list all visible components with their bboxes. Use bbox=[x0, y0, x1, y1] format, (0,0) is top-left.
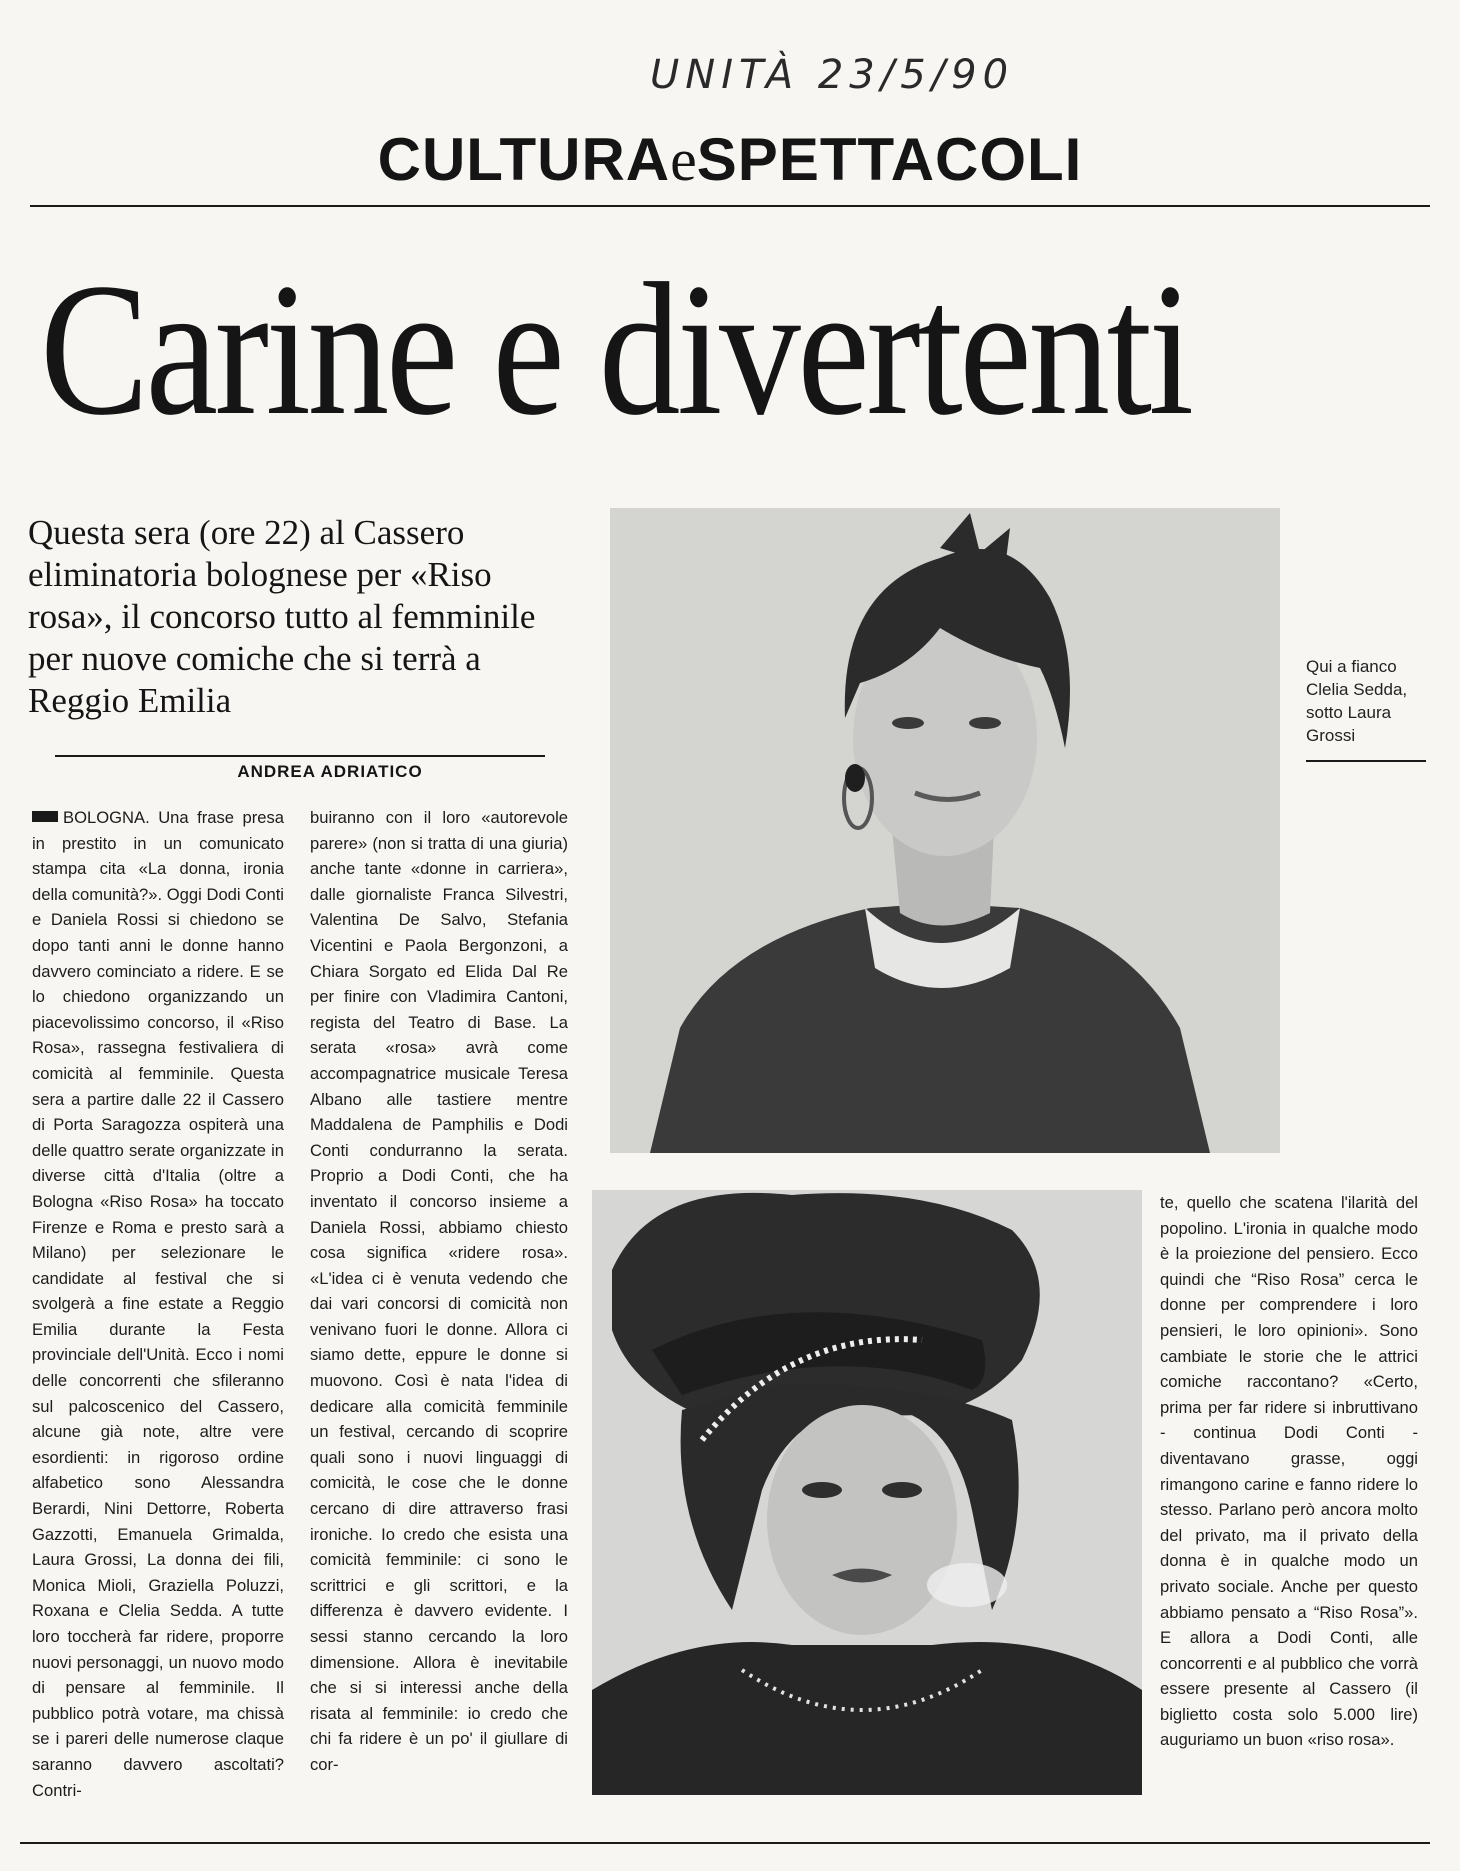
photo-clelia-sedda bbox=[610, 508, 1280, 1153]
body-column-3: te, quello che scatena l'ilarità del popolino. L'ironia in qualche modo è la proiezione del pensiero. Ecco quindi che “Riso Rosa” cerca le donne per comprendere i loro pensieri, le loro opinioni». Sono cambiate le storie che le attrici comiche raccontano? «Certo, prima per far ridere si inbruttivano - continua Dodi Conti - diventavano grasse, oggi rimangono carine e fanno ridere lo stesso. Parlano però ancora molto del privato, ma il privato della donna è in qualche modo un privato sociale. Anche per questo abbiamo pensato a “Riso Rosa”». E allora a Dodi Conti, alle concorrenti e al pubblico che vorrà essere presente al Cassero (il biglietto costa solo 5.000 lire) auguriamo un buon «riso rosa». bbox=[1160, 1193, 1418, 1750]
top-rule bbox=[30, 205, 1430, 207]
dateline: BOLOGNA. bbox=[63, 808, 150, 827]
section-part-2: SPETTACOLI bbox=[696, 126, 1083, 193]
section-header bbox=[340, 125, 1120, 195]
dateline-marker bbox=[32, 811, 58, 822]
byline-rule bbox=[55, 755, 545, 757]
section-part-1: CULTURA bbox=[377, 126, 671, 193]
body-column-1 bbox=[32, 805, 284, 1803]
photo-laura-grossi bbox=[592, 1190, 1142, 1795]
photo-caption: Qui a fianco Clelia Sedda, sotto Laura Grossi bbox=[1306, 657, 1408, 745]
caption-rule bbox=[1306, 760, 1426, 762]
deck-subheadline: Questa sera (ore 22) al Cassero eliminatoria bolognese per «Riso rosa», il concorso tutto al femminile per nuove comiche che si terrà a Reggio Emilia bbox=[28, 513, 536, 720]
handwritten-annotation: UNITÀ 23/5/90 bbox=[650, 52, 1015, 98]
body-column-1-text: Una frase presa in prestito in un comunicato stampa cita «La donna, ironia della comunità?». Oggi Dodi Conti e Daniela Rossi si chiedono se dopo tanti anni le donne hanno davvero cominciato a ridere. E se lo chiedono organizzando un piacevolissimo concorso, il «Riso Rosa», rassegna festivaliera di comicità al femminile. Questa sera a partire dalle 22 il Cassero di Porta Saragozza ospiterà una delle quattro serate organizzate in diverse città d'Italia (oltre a Bologna «Riso Rosa» ha toccato Firenze e Roma e presto sarà a Milano) per selezionare le candidate al festival che si svolgerà a fine estate a Reggio Emilia durante la Festa provinciale dell'Unità. Ecco i nomi delle concorrenti che sfileranno sul palcoscenico del Cassero, alcune già note, altre vere esordienti: in rigoroso ordine alfabetico sono Alessandra Berardi, Nini Dettorre, Roberta Gazzotti, Emanuela Grimalda, Laura Grossi, La donna dei fili, Monica Mioli, Graziella Poluzzi, Roxana e Clelia Sedda. A tutte loro toccherà far ridere, proporre nuovi personaggi, un nuovo modo di pensare al femminile. Il pubblico potrà votare, ma chissà se i pareri delle numerose claque saranno davvero ascoltati? Contri- bbox=[32, 808, 284, 1800]
body-column-2: buiranno con il loro «autorevole parere» (non si tratta di una giuria) anche tante «donne in carriera», dalle giornaliste Franca Silvestri, Valentina De Salvo, Stefania Vicentini e Paola Bergonzoni, a Chiara Sorgato ed Elida Dal Re per finire con Vladimira Cantoni, regista del Teatro di Base. La serata «rosa» avrà come accompagnatrice musicale Teresa Albano alle tastiere mentre Maddalena de Pamphilis e Dodi Conti condurranno la serata. Proprio a Dodi Conti, che ha inventato il concorso insieme a Daniela Rossi, abbiamo chiesto cosa significa «ridere rosa». «L'idea ci è venuta vedendo che dai vari concorsi di comicità non venivano fuori le donne. Allora ci siamo dette, eppure le donne si muovono. Così è nata l'idea di dedicare alla comicità femminile un festival, cercando di scoprire quali sono i nuovi linguaggi di comicità, le cose che le donne cercano di dire attraverso frasi ironiche. Io credo che esista una comicità femminile: ci sono le scrittrici e gli scrittori, e la differenza è davvero evidente. I sessi stanno cercando la loro dimensione. Allora è inevitabile che si si interessi anche della risata al femminile: io credo che chi fa ridere è un po' il giullare di cor- bbox=[310, 808, 568, 1774]
bottom-rule bbox=[20, 1842, 1430, 1844]
byline: ANDREA ADRIATICO bbox=[237, 762, 423, 781]
headline: Carine e divertenti bbox=[40, 245, 1191, 455]
section-connector: e bbox=[670, 127, 697, 193]
